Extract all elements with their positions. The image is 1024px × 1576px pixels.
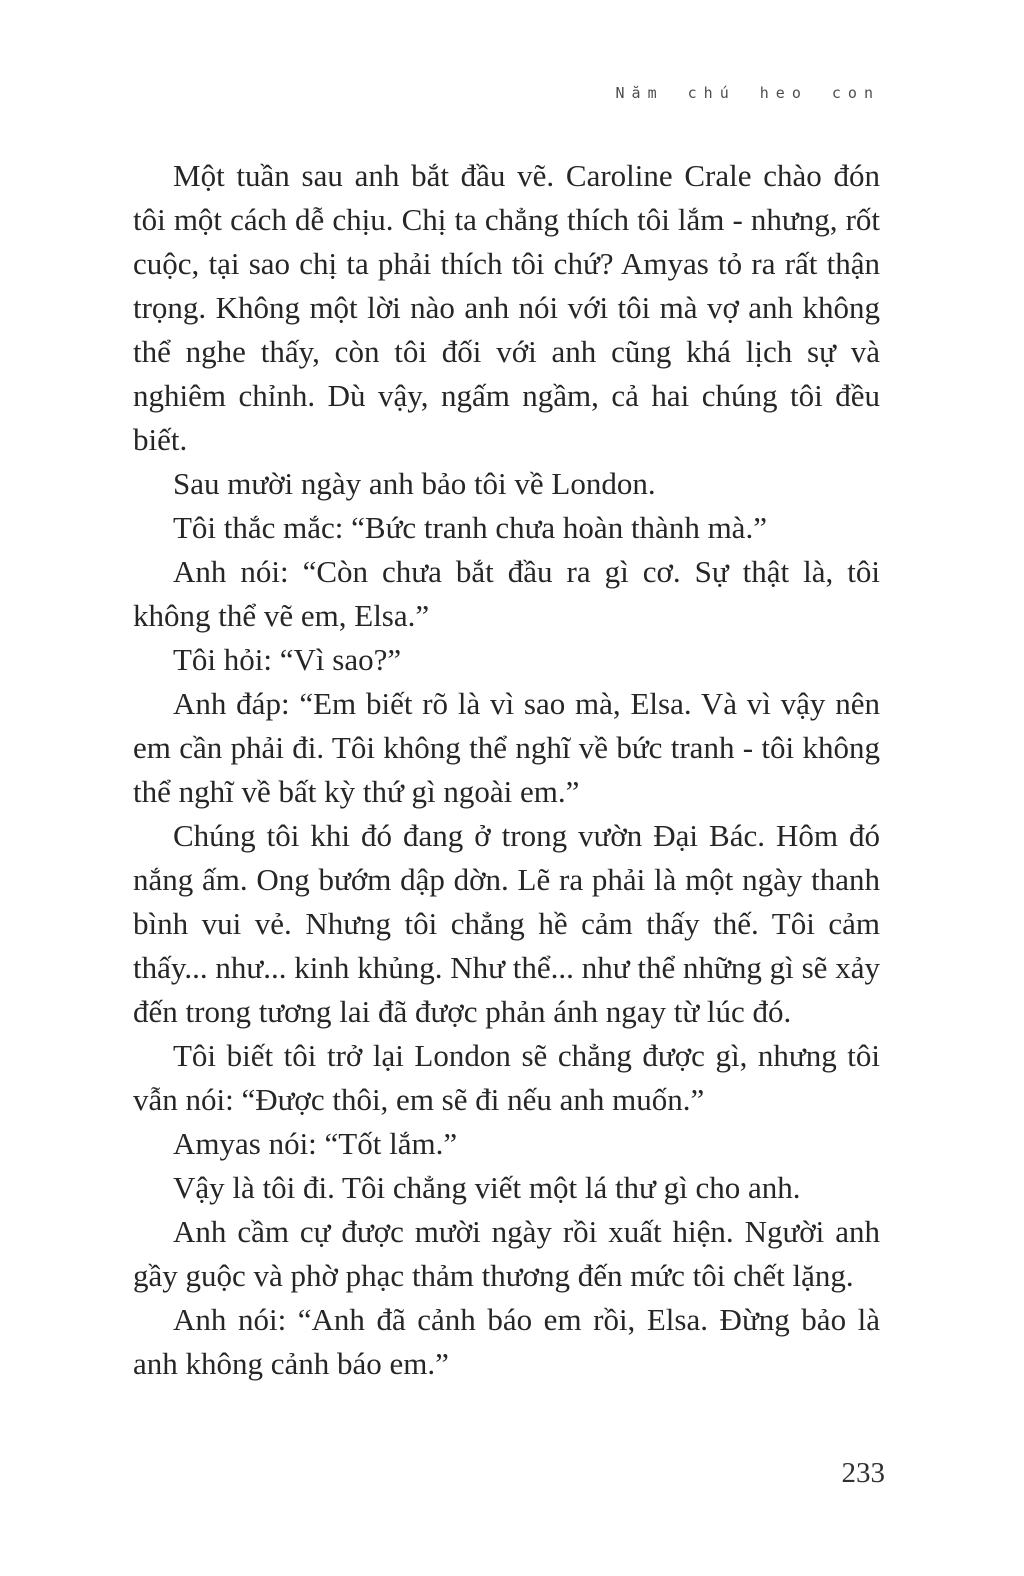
- paragraph: Anh cầm cự được mười ngày rồi xuất hiện. Người anh gầy guộc và phờ phạc thảm thương đến mức tôi chết lặng.: [133, 1214, 880, 1293]
- paragraph: Tôi hỏi: “Vì sao?”: [173, 642, 402, 677]
- paragraph: Anh nói: “Anh đã cảnh báo em rồi, Elsa. Đừng bảo là anh không cảnh báo em.”: [133, 1302, 880, 1381]
- paragraph: Tôi biết tôi trở lại London sẽ chẳng được gì, nhưng tôi vẫn nói: “Được thôi, em sẽ đi nếu anh muốn.”: [133, 1038, 880, 1117]
- paragraph: Sau mười ngày anh bảo tôi về London.: [173, 466, 656, 501]
- paragraph: Tôi thắc mắc: “Bức tranh chưa hoàn thành mà.”: [173, 510, 767, 545]
- page-body: [133, 154, 880, 1386]
- paragraph: Amyas nói: “Tốt lắm.”: [173, 1126, 458, 1161]
- running-header: Năm chú heo con: [615, 84, 880, 102]
- paragraph: Chúng tôi khi đó đang ở trong vườn Đại Bác. Hôm đó nắng ấm. Ong bướm dập dờn. Lẽ ra phải là một ngày thanh bình vui vẻ. Nhưng tôi chẳng hề cảm thấy thế. Tôi cảm thấy... như... kinh khủng. Như thể... như thể những gì sẽ xảy đến trong tương lai đã được phản ánh ngay từ lúc đó.: [133, 818, 880, 1029]
- page-number: 233: [841, 1457, 885, 1489]
- paragraph: Một tuần sau anh bắt đầu vẽ. Caroline Crale chào đón tôi một cách dễ chịu. Chị ta chẳng thích tôi lắm - nhưng, rốt cuộc, tại sao chị ta phải thích tôi chứ? Amyas tỏ ra rất thận trọng. Không một lời nào anh nói với tôi mà vợ anh không thể nghe thấy, còn tôi đối với anh cũng khá lịch sự và nghiêm chỉnh. Dù vậy, ngấm ngầm, cả hai chúng tôi đều biết.: [133, 158, 880, 457]
- paragraph: Vậy là tôi đi. Tôi chẳng viết một lá thư gì cho anh.: [173, 1170, 801, 1205]
- paragraph: Anh đáp: “Em biết rõ là vì sao mà, Elsa. Và vì vậy nên em cần phải đi. Tôi không thể nghĩ về bức tranh - tôi không thể nghĩ về bất kỳ thứ gì ngoài em.”: [133, 686, 880, 809]
- paragraph: Anh nói: “Còn chưa bắt đầu ra gì cơ. Sự thật là, tôi không thể vẽ em, Elsa.”: [133, 554, 880, 633]
